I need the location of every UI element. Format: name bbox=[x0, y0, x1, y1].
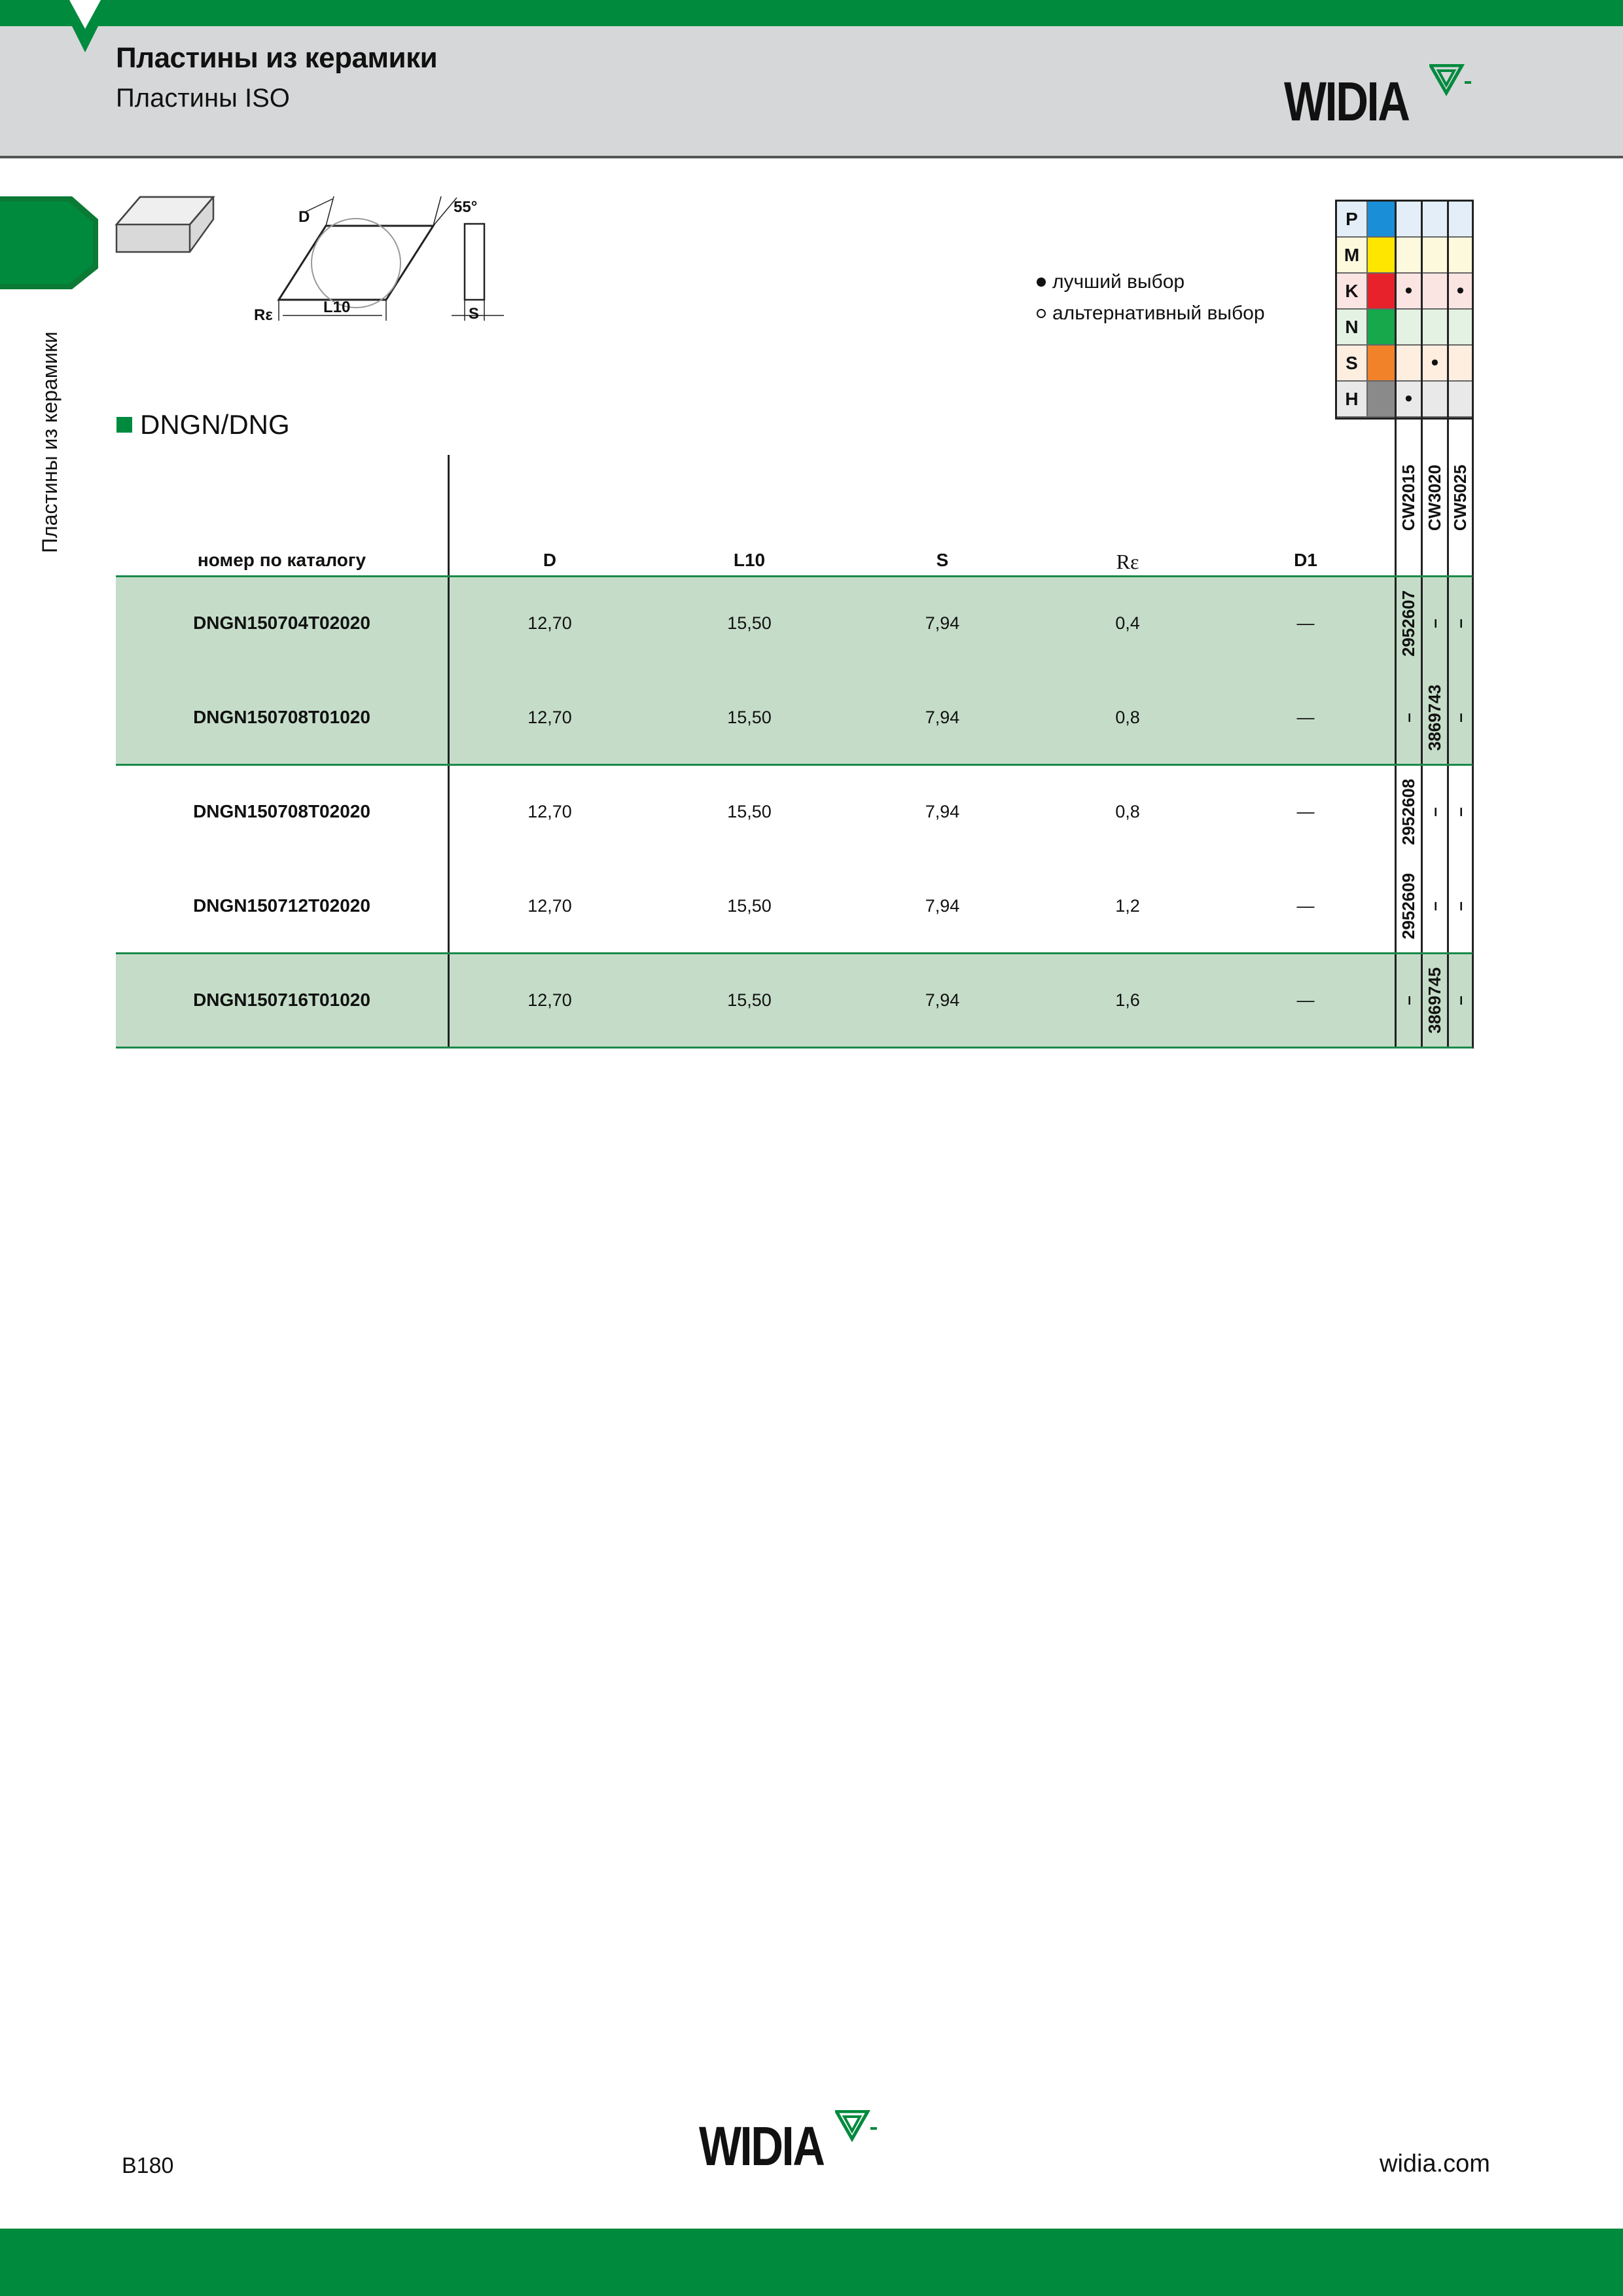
legend-best-label: лучший выбор bbox=[1052, 271, 1185, 293]
table-row bbox=[0, 764, 1623, 859]
cell-catalog: DNGN150716T01020 bbox=[193, 990, 370, 1010]
material-code: K bbox=[1337, 274, 1366, 310]
filled-dot-icon bbox=[1037, 278, 1046, 287]
grade-order-number: 2952609 bbox=[1399, 872, 1419, 939]
material-mark bbox=[1449, 202, 1472, 238]
material-mark bbox=[1397, 310, 1421, 346]
material-code: N bbox=[1337, 310, 1366, 346]
dim-angle-label: 55° bbox=[454, 198, 478, 216]
cell-d: 12,70 bbox=[527, 801, 572, 821]
cell-l10: 15,50 bbox=[727, 801, 772, 821]
section-title bbox=[116, 409, 290, 440]
material-code: S bbox=[1337, 346, 1366, 382]
material-color-swatch bbox=[1366, 274, 1395, 310]
material-mark bbox=[1449, 310, 1472, 346]
cell-re: 0,8 bbox=[1115, 801, 1140, 821]
header-d: D bbox=[543, 550, 557, 570]
header-catalog: номер по каталогу bbox=[197, 550, 366, 570]
cell-d1: — bbox=[1296, 707, 1315, 727]
material-row-h bbox=[1337, 382, 1472, 418]
cell-l10: 15,50 bbox=[727, 990, 772, 1010]
material-mark bbox=[1423, 382, 1447, 418]
material-mark bbox=[1397, 346, 1421, 382]
grade-order-number: 2952608 bbox=[1399, 778, 1419, 845]
material-code: H bbox=[1337, 382, 1366, 418]
hollow-dot-icon bbox=[1037, 309, 1046, 318]
cell-d1: — bbox=[1296, 990, 1315, 1010]
cell-l10: 15,50 bbox=[727, 613, 772, 633]
cell-re: 1,2 bbox=[1115, 895, 1140, 916]
legend-best bbox=[1037, 271, 1185, 293]
material-mark bbox=[1449, 382, 1472, 418]
cell-catalog: DNGN150708T01020 bbox=[193, 707, 370, 727]
side-tab-label: Пластины из керамики bbox=[38, 331, 62, 553]
material-row-n bbox=[1337, 310, 1472, 346]
cell-grade-order-number bbox=[1397, 764, 1421, 859]
material-mark: • bbox=[1449, 274, 1472, 310]
table-row bbox=[0, 953, 1623, 1047]
material-row-p bbox=[1337, 202, 1472, 238]
top-green-bar bbox=[0, 0, 1623, 26]
cell-re: 0,4 bbox=[1115, 613, 1140, 633]
cell-l10: 15,50 bbox=[727, 707, 772, 727]
widia-logo bbox=[1284, 72, 1474, 131]
cell-s: 7,94 bbox=[925, 990, 960, 1010]
grade-order-number: – bbox=[1450, 995, 1470, 1005]
brand-text: WIDIA bbox=[1284, 71, 1409, 132]
material-mark bbox=[1449, 346, 1472, 382]
grade-order-number: 3869745 bbox=[1425, 967, 1445, 1033]
legend-alternative-label: альтернативный выбор bbox=[1052, 302, 1265, 324]
grade-header-1 bbox=[1397, 422, 1421, 573]
cell-s: 7,94 bbox=[925, 613, 960, 633]
header-re: Rε bbox=[1116, 550, 1139, 573]
grade-order-number: – bbox=[1425, 806, 1444, 817]
cell-d: 12,70 bbox=[527, 990, 572, 1010]
green-square-icon bbox=[116, 417, 132, 433]
grade-order-number: – bbox=[1450, 806, 1470, 817]
website-link[interactable]: widia.com bbox=[1380, 2150, 1490, 2178]
cell-d1: — bbox=[1296, 895, 1315, 916]
cell-grade-order-number bbox=[1423, 670, 1447, 764]
cell-re: 1,6 bbox=[1115, 990, 1140, 1010]
dim-l10-label: L10 bbox=[323, 298, 351, 316]
material-row-m bbox=[1337, 238, 1472, 274]
insert-3d-icon bbox=[111, 193, 223, 265]
grade-order-number: – bbox=[1399, 995, 1418, 1005]
cell-grade-order-number bbox=[1449, 670, 1472, 764]
footer-green-bar bbox=[0, 2229, 1623, 2296]
material-mark: • bbox=[1397, 274, 1421, 310]
grade-label: CW5025 bbox=[1450, 464, 1470, 531]
cell-grade-order-number bbox=[1397, 576, 1421, 670]
material-mark bbox=[1423, 274, 1447, 310]
cell-d: 12,70 bbox=[527, 707, 572, 727]
grade-order-number: – bbox=[1450, 901, 1470, 911]
header-l10: L10 bbox=[733, 550, 766, 570]
grade-order-number: 2952607 bbox=[1399, 590, 1419, 656]
grade-header-3 bbox=[1449, 422, 1472, 573]
material-mark bbox=[1449, 238, 1472, 274]
footer-widia-logo bbox=[699, 2117, 895, 2176]
grade-label: CW2015 bbox=[1399, 464, 1418, 531]
material-color-swatch bbox=[1366, 202, 1395, 238]
material-code: M bbox=[1337, 238, 1366, 274]
page-number: B180 bbox=[122, 2153, 174, 2178]
cell-grade-order-number bbox=[1423, 576, 1447, 670]
dim-re-label: Rε bbox=[254, 306, 273, 324]
grade-order-number: 3869743 bbox=[1425, 684, 1445, 751]
insert-dimension-diagram bbox=[249, 190, 524, 334]
cell-grade-order-number bbox=[1397, 859, 1421, 953]
cell-grade-order-number bbox=[1397, 953, 1421, 1047]
table-row bbox=[0, 670, 1623, 764]
dim-d-label: D bbox=[298, 208, 310, 226]
cell-grade-order-number bbox=[1449, 859, 1472, 953]
material-code: P bbox=[1337, 202, 1366, 238]
material-row-k bbox=[1337, 274, 1472, 310]
grade-order-number: – bbox=[1450, 618, 1470, 628]
cell-l10: 15,50 bbox=[727, 895, 772, 916]
grade-header-2 bbox=[1423, 422, 1447, 573]
cell-grade-order-number bbox=[1449, 576, 1472, 670]
section-title-text: DNGN/DNG bbox=[140, 409, 290, 440]
material-color-swatch bbox=[1366, 238, 1395, 274]
widia-triangles-icon bbox=[1429, 64, 1476, 105]
grade-order-number: – bbox=[1399, 712, 1418, 723]
cell-s: 7,94 bbox=[925, 707, 960, 727]
grade-order-number: – bbox=[1425, 618, 1444, 628]
material-color-swatch bbox=[1366, 382, 1395, 418]
cell-catalog: DNGN150704T02020 bbox=[193, 613, 370, 633]
page-title: Пластины из керамики bbox=[116, 42, 438, 74]
legend-alternative bbox=[1037, 302, 1265, 325]
table-row bbox=[0, 576, 1623, 670]
cell-catalog: DNGN150708T02020 bbox=[193, 801, 370, 821]
page-subtitle: Пластины ISO bbox=[116, 84, 290, 113]
header-d1: D1 bbox=[1294, 550, 1317, 570]
cell-grade-order-number bbox=[1423, 953, 1447, 1047]
cell-s: 7,94 bbox=[925, 895, 960, 916]
material-mark: • bbox=[1423, 346, 1447, 382]
material-row-s bbox=[1337, 346, 1472, 382]
header-s: S bbox=[936, 550, 949, 570]
grade-label: CW3020 bbox=[1425, 464, 1444, 531]
cell-d1: — bbox=[1296, 613, 1315, 633]
footer-brand-text: WIDIA bbox=[699, 2115, 824, 2177]
cell-re: 0,8 bbox=[1115, 707, 1140, 727]
cell-s: 7,94 bbox=[925, 801, 960, 821]
material-mark bbox=[1423, 202, 1447, 238]
cell-grade-order-number bbox=[1423, 859, 1447, 953]
material-mark: • bbox=[1397, 382, 1421, 418]
material-mark bbox=[1397, 202, 1421, 238]
material-mark bbox=[1423, 310, 1447, 346]
side-tab bbox=[0, 196, 98, 289]
cell-grade-order-number bbox=[1449, 953, 1472, 1047]
cell-grade-order-number bbox=[1449, 764, 1472, 859]
grade-order-number: – bbox=[1450, 712, 1470, 723]
grade-order-number: – bbox=[1425, 901, 1444, 911]
table-row bbox=[0, 859, 1623, 953]
material-mark bbox=[1397, 238, 1421, 274]
cell-grade-order-number bbox=[1423, 764, 1447, 859]
cell-d: 12,70 bbox=[527, 613, 572, 633]
cell-d1: — bbox=[1296, 801, 1315, 821]
widia-triangles-icon bbox=[835, 2110, 882, 2151]
dim-s-label: S bbox=[469, 305, 480, 323]
material-color-swatch bbox=[1366, 346, 1395, 382]
corner-marker bbox=[46, 0, 118, 56]
material-mark bbox=[1423, 238, 1447, 274]
cell-d: 12,70 bbox=[527, 895, 572, 916]
cell-catalog: DNGN150712T02020 bbox=[193, 895, 370, 916]
cell-grade-order-number bbox=[1397, 670, 1421, 764]
material-color-swatch bbox=[1366, 310, 1395, 346]
